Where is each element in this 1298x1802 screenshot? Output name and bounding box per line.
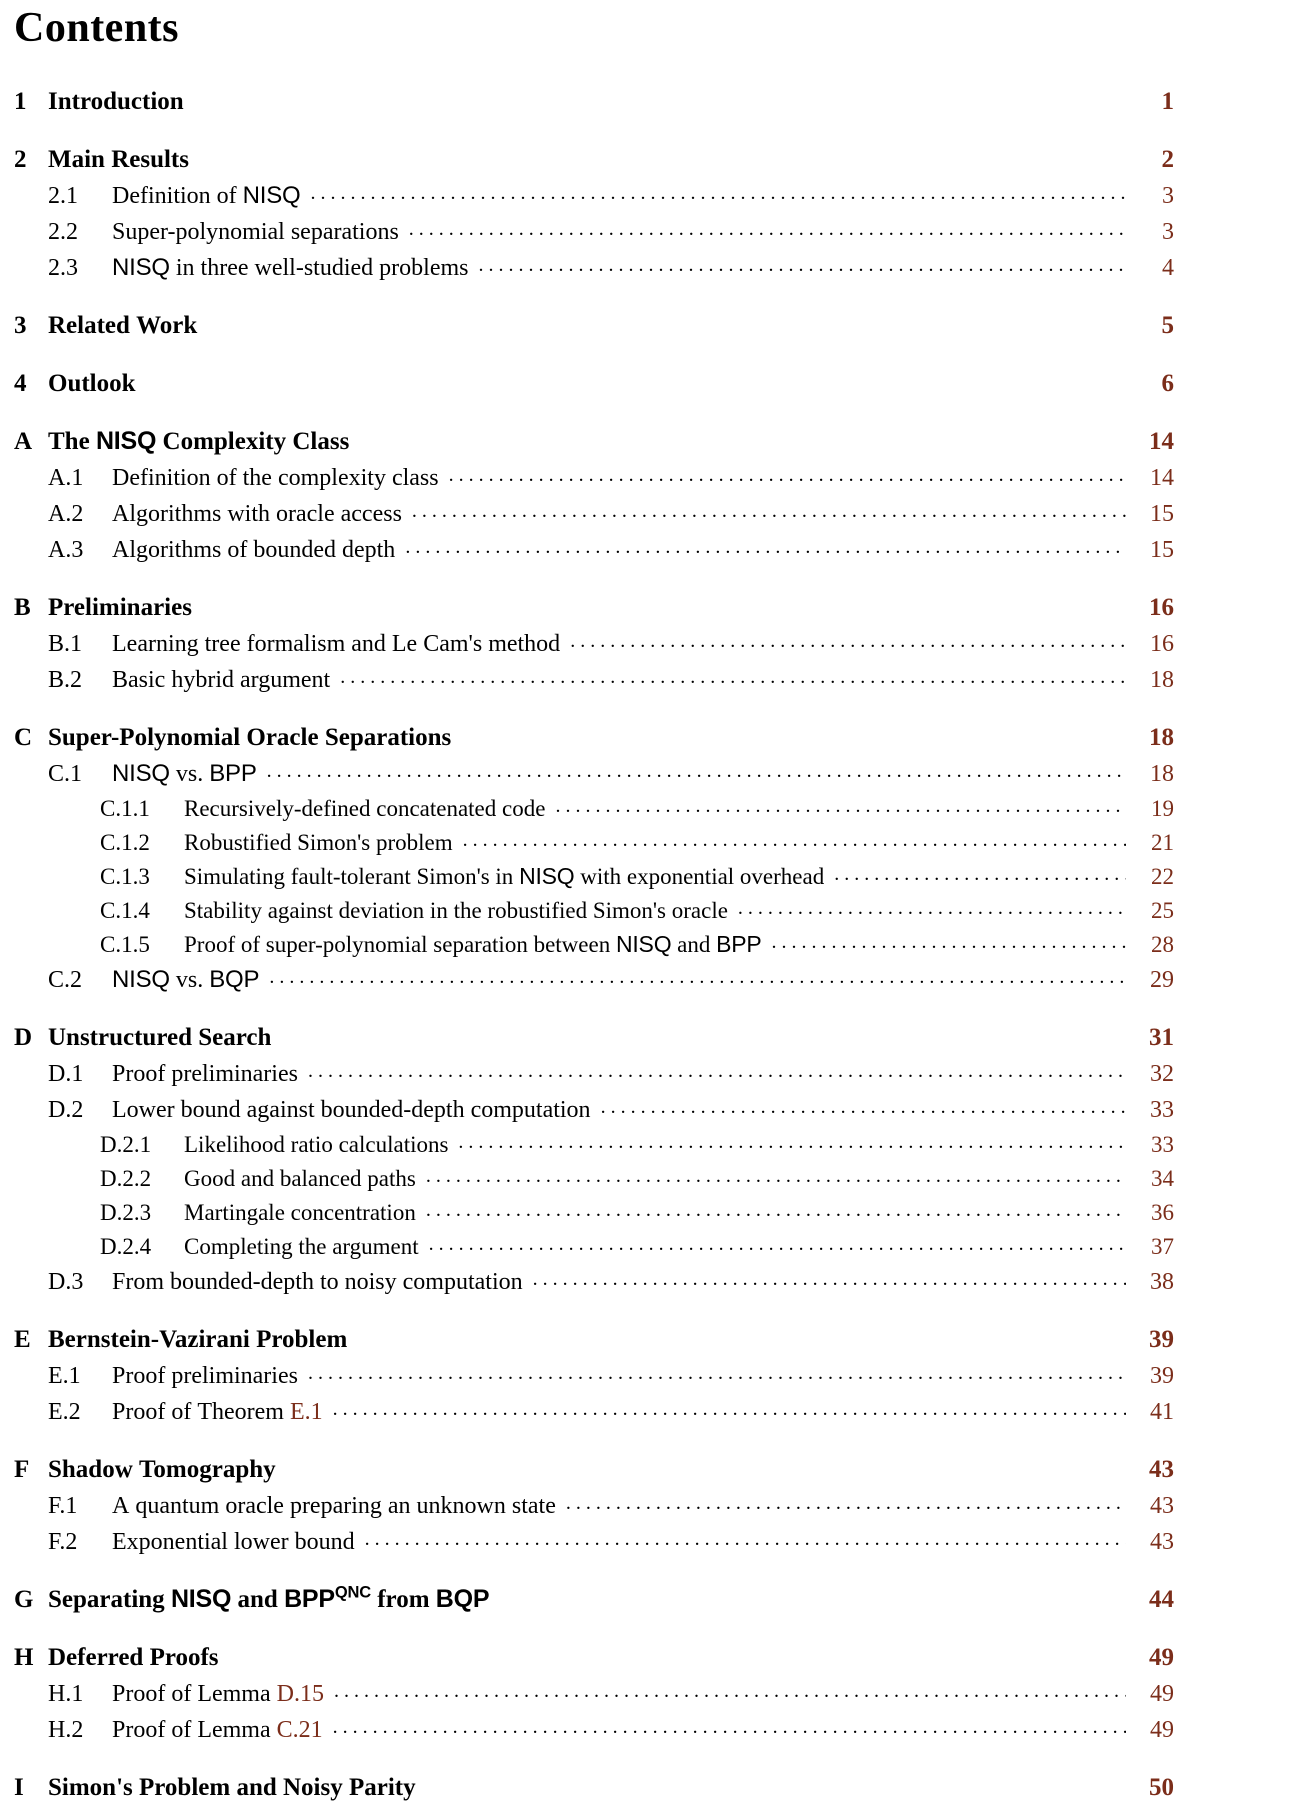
toc-entry-level-2[interactable]	[48, 1525, 1174, 1556]
toc-entry-page-number[interactable]: 2	[1161, 146, 1174, 174]
dot-leader	[570, 627, 1126, 651]
toc-entry-level-2[interactable]	[48, 215, 1174, 246]
complexity-class-name: BQP	[209, 966, 260, 994]
toc-entry-level-2[interactable]	[48, 663, 1174, 694]
dot-leader	[311, 179, 1126, 203]
toc-entry-title: Completing the argument	[184, 1234, 419, 1260]
toc-entry-number: C.1	[48, 761, 83, 788]
toc-entry-title: Introduction	[48, 88, 184, 116]
toc-entry-number: C.1.4	[100, 898, 150, 924]
toc-entry-title: Definition of the complexity class	[112, 465, 439, 492]
toc-entry-level-2[interactable]	[48, 963, 1174, 994]
toc-entry-level-1[interactable]	[14, 1322, 1174, 1354]
toc-entry-page-number[interactable]: 33	[1151, 1132, 1174, 1158]
toc-entry-page-number[interactable]: 25	[1151, 898, 1174, 924]
toc-entry-number: 2.1	[48, 183, 78, 210]
toc-entry-number: D	[14, 1024, 33, 1052]
toc-entry-number: B	[14, 594, 31, 622]
toc-entry-number: H.2	[48, 1717, 84, 1744]
toc-entry-title: Proof preliminaries	[112, 1061, 298, 1088]
toc-entry-page-number[interactable]: 39	[1149, 1326, 1174, 1354]
cross-reference-link[interactable]: C.21	[276, 1717, 323, 1744]
dot-leader	[194, 84, 1126, 109]
toc-entry-number: 2.2	[48, 219, 78, 246]
toc-entry-level-1[interactable]	[14, 1582, 1174, 1614]
toc-entry-level-1[interactable]	[14, 142, 1174, 174]
toc-entry-title: Proof preliminaries	[112, 1363, 298, 1390]
toc-entry-number: E.2	[48, 1399, 81, 1426]
toc-entry-number: 4	[14, 370, 27, 398]
toc-entry-title: Algorithms with oracle access	[112, 501, 402, 528]
toc-entry-page-number[interactable]: 16	[1149, 594, 1174, 622]
toc-entry-title: The NISQ Complexity Class	[48, 427, 350, 456]
toc-entry-title: Separating NISQ and $BPP^{QNC}$ from BQP	[48, 1583, 490, 1614]
toc-entry-page-number[interactable]: 16	[1150, 631, 1174, 658]
dot-leader	[269, 963, 1126, 987]
toc-entry-title: Outlook	[48, 370, 136, 398]
toc-entry-page-number[interactable]: 19	[1151, 796, 1174, 822]
toc-entry-level-1[interactable]	[14, 366, 1174, 398]
toc-entry-number: G	[14, 1586, 34, 1614]
toc-entry-title: Super-Polynomial Oracle Separations	[48, 724, 452, 752]
toc-entry-level-1[interactable]	[14, 720, 1174, 752]
toc-entry-title: Basic hybrid argument	[112, 667, 331, 694]
toc-entry-level-2[interactable]	[48, 1677, 1174, 1708]
toc-entry-level-3[interactable]	[100, 827, 1174, 856]
dot-leader	[207, 308, 1126, 333]
toc-entry-level-3[interactable]	[100, 895, 1174, 924]
toc-entry-number: A.2	[48, 501, 84, 528]
toc-entry-level-1[interactable]	[14, 1020, 1174, 1052]
cross-reference-link[interactable]: E.1	[289, 1399, 323, 1426]
toc-entry-page-number[interactable]: 31	[1149, 1024, 1174, 1052]
toc-entry-level-2[interactable]	[48, 1713, 1174, 1744]
dot-leader	[405, 533, 1126, 557]
toc-entry-page-number[interactable]: 33	[1150, 1097, 1174, 1124]
toc-entry-page-number[interactable]: 43	[1149, 1456, 1174, 1484]
toc-entry-page-number[interactable]: 39	[1150, 1363, 1174, 1390]
complexity-class-name: BPP	[209, 760, 257, 788]
toc-entry-page-number[interactable]: 18	[1150, 761, 1174, 788]
toc-entry-number: B.2	[48, 667, 83, 694]
toc-entry-title: Definition of NISQ	[112, 182, 301, 210]
dot-leader	[555, 793, 1126, 816]
toc-entry-number: C.1.3	[100, 864, 150, 890]
toc-entry-title: Super-polynomial separations	[112, 219, 399, 246]
toc-entry-level-3[interactable]	[100, 1163, 1174, 1192]
toc-entry-number: I	[14, 1774, 24, 1802]
toc-entry-title: Proof of Theorem E.1	[112, 1399, 323, 1426]
toc-entry-number: D.2.2	[100, 1166, 152, 1192]
toc-entry-number: 2	[14, 146, 27, 174]
toc-entry-title: Recursively-defined concatenated code	[184, 796, 546, 822]
toc-entry-level-2[interactable]	[48, 1057, 1174, 1088]
dot-leader	[449, 461, 1126, 485]
toc-entry-title: Related Work	[48, 312, 198, 340]
complexity-class-name: NISQ	[95, 427, 157, 456]
toc-entry-level-3[interactable]	[100, 793, 1174, 822]
dot-leader	[365, 1525, 1126, 1549]
toc-entry-level-2[interactable]	[48, 533, 1174, 564]
toc-entry-level-2[interactable]	[48, 179, 1174, 210]
toc-entry-title: Main Results	[48, 146, 189, 174]
toc-entry-title: Lower bound against bounded-depth computation	[112, 1097, 591, 1124]
complexity-class-name: NISQ	[112, 254, 170, 282]
dot-leader	[478, 251, 1126, 275]
toc-entry-page-number[interactable]: 21	[1151, 830, 1174, 856]
toc-entry-page-number[interactable]: 32	[1150, 1061, 1174, 1088]
toc-entry-page-number[interactable]: 43	[1150, 1493, 1174, 1520]
toc-entry-page-number[interactable]: 1	[1161, 88, 1174, 116]
toc-entry-list	[0, 84, 1298, 1802]
toc-entry-number: H	[14, 1644, 34, 1672]
cross-reference-link[interactable]: D.15	[276, 1681, 324, 1708]
toc-entry-page-number[interactable]: 41	[1150, 1399, 1174, 1426]
dot-leader	[409, 215, 1126, 239]
dot-leader	[458, 1129, 1126, 1152]
dot-leader	[308, 1057, 1126, 1081]
complexity-class-name: NISQ	[112, 966, 170, 994]
toc-entry-number: D.1	[48, 1061, 84, 1088]
dot-leader	[359, 424, 1126, 449]
dot-leader	[286, 1452, 1126, 1477]
toc-entry-number: C.1.2	[100, 830, 150, 856]
toc-entry-level-2[interactable]	[48, 757, 1174, 788]
toc-entry-number: B.1	[48, 631, 83, 658]
toc-entry-title: Proof of Lemma C.21	[112, 1717, 323, 1744]
toc-entry-page-number[interactable]: 50	[1149, 1774, 1174, 1802]
complexity-class-name: $BPP^{QNC}$	[284, 1583, 371, 1614]
dot-leader	[357, 1322, 1126, 1347]
toc-entry-title: Bernstein-Vazirani Problem	[48, 1326, 348, 1354]
toc-entry-number: D.2.4	[100, 1234, 152, 1260]
toc-entry-number: D.2.1	[100, 1132, 152, 1158]
toc-entry-page-number[interactable]: 6	[1161, 370, 1174, 398]
toc-entry-title: Proof of super-polynomial separation between NISQ and BPP	[184, 931, 762, 958]
dot-leader	[426, 1163, 1126, 1186]
toc-entry-page-number[interactable]: 34	[1151, 1166, 1174, 1192]
toc-entry-page-number[interactable]: 36	[1151, 1200, 1174, 1226]
toc-entry-title: Martingale concentration	[184, 1200, 416, 1226]
toc-entry-page-number[interactable]: 15	[1150, 501, 1174, 528]
toc-entry-page-number[interactable]: 43	[1150, 1529, 1174, 1556]
toc-entry-level-2[interactable]	[48, 1395, 1174, 1426]
toc-entry-level-3[interactable]	[100, 929, 1174, 958]
toc-entry-level-1[interactable]	[14, 1770, 1174, 1802]
toc-entry-page-number[interactable]: 18	[1149, 724, 1174, 752]
dot-leader	[146, 366, 1126, 391]
toc-entry-title: Stability against deviation in the robustified Simon's oracle	[184, 898, 728, 924]
toc-entry-title: Exponential lower bound	[112, 1529, 355, 1556]
dot-leader	[412, 497, 1126, 521]
toc-entry-page-number[interactable]: 28	[1151, 932, 1174, 958]
toc-entry-level-3[interactable]	[100, 1129, 1174, 1158]
dot-leader	[267, 757, 1126, 781]
toc-entry-level-2[interactable]	[48, 1359, 1174, 1390]
toc-entry-number: D.3	[48, 1269, 84, 1296]
complexity-class-name: NISQ	[242, 182, 301, 210]
toc-entry-level-1[interactable]	[14, 424, 1174, 456]
toc-entry-number: E.1	[48, 1363, 81, 1390]
toc-entry-title: Algorithms of bounded depth	[112, 537, 396, 564]
toc-entry-level-2[interactable]	[48, 251, 1174, 282]
toc-entry-level-2[interactable]	[48, 1093, 1174, 1124]
dot-leader	[202, 590, 1126, 615]
toc-entry-number: F	[14, 1456, 30, 1484]
toc-entry-title: Unstructured Search	[48, 1024, 272, 1052]
toc-entry-title: Learning tree formalism and Le Cam's method	[112, 631, 561, 658]
toc-entry-title: Good and balanced paths	[184, 1166, 416, 1192]
toc-entry-number: E	[14, 1326, 31, 1354]
superscript-label: QNC	[334, 1583, 371, 1602]
toc-entry-number: A.1	[48, 465, 84, 492]
toc-entry-number: D.2.3	[100, 1200, 152, 1226]
complexity-class-name: BQP	[435, 1585, 490, 1614]
complexity-class-name: NISQ	[519, 863, 575, 890]
dot-leader	[499, 1582, 1126, 1607]
toc-entry-number: C.1.1	[100, 796, 150, 822]
toc-entry-level-2[interactable]	[48, 627, 1174, 658]
toc-entry-page-number[interactable]: 3	[1162, 183, 1174, 210]
toc-entry-page-number[interactable]: 22	[1151, 864, 1174, 890]
toc-entry-level-1[interactable]	[14, 84, 1174, 116]
toc-entry-level-1[interactable]	[14, 590, 1174, 622]
toc-entry-number: F.1	[48, 1493, 78, 1520]
dot-leader	[199, 142, 1126, 167]
dot-leader	[738, 895, 1126, 918]
dot-leader	[834, 861, 1126, 884]
toc-entry-page-number[interactable]: 14	[1149, 428, 1174, 456]
dot-leader	[334, 1677, 1126, 1701]
toc-entry-number: F.2	[48, 1529, 78, 1556]
toc-entry-title: From bounded-depth to noisy computation	[112, 1269, 523, 1296]
toc-entry-title: Deferred Proofs	[48, 1644, 219, 1672]
toc-entry-number: C.2	[48, 967, 83, 994]
page-title: Contents	[14, 5, 180, 51]
toc-entry-page-number[interactable]: 3	[1162, 219, 1174, 246]
toc-entry-number: A	[14, 428, 33, 456]
toc-entry-page-number[interactable]: 49	[1149, 1644, 1174, 1672]
complexity-class-name: NISQ	[615, 931, 672, 958]
toc-entry-page-number[interactable]: 5	[1161, 312, 1174, 340]
toc-entry-page-number[interactable]: 4	[1162, 255, 1174, 282]
toc-entry-number: 2.3	[48, 255, 78, 282]
toc-entry-level-2[interactable]	[48, 461, 1174, 492]
toc-entry-level-2[interactable]	[48, 497, 1174, 528]
toc-entry-page-number[interactable]: 38	[1150, 1269, 1174, 1296]
dot-leader	[426, 1770, 1126, 1795]
toc-entry-level-3[interactable]	[100, 1197, 1174, 1226]
dot-leader	[229, 1640, 1126, 1665]
dot-leader	[281, 1020, 1126, 1045]
toc-entry-number: C	[14, 724, 33, 752]
toc-entry-level-2[interactable]	[48, 1489, 1174, 1520]
dot-leader	[340, 663, 1126, 687]
dot-leader	[772, 929, 1126, 952]
dot-leader	[533, 1265, 1126, 1289]
toc-entry-number: 3	[14, 312, 27, 340]
dot-leader	[461, 720, 1126, 745]
toc-entry-number: D.2	[48, 1097, 84, 1124]
toc-entry-page-number[interactable]: 44	[1149, 1586, 1174, 1614]
toc-entry-title: A quantum oracle preparing an unknown state	[112, 1493, 556, 1520]
toc-entry-title: Shadow Tomography	[48, 1456, 276, 1484]
toc-entry-level-2[interactable]	[48, 1265, 1174, 1296]
dot-leader	[429, 1231, 1126, 1254]
toc-entry-number: H.1	[48, 1681, 84, 1708]
dot-leader	[566, 1489, 1126, 1513]
toc-entry-page-number[interactable]: 37	[1151, 1234, 1174, 1260]
toc-entry-number: A.3	[48, 537, 84, 564]
dot-leader	[308, 1359, 1126, 1383]
complexity-class-name: BPP	[716, 931, 762, 958]
toc-entry-level-1[interactable]	[14, 308, 1174, 340]
toc-entry-title: NISQ vs. BQP	[112, 966, 260, 994]
toc-entry-level-3[interactable]	[100, 1231, 1174, 1260]
toc-entry-title: Likelihood ratio calculations	[184, 1132, 449, 1158]
toc-entry-title: Preliminaries	[48, 594, 192, 622]
toc-entry-title: Simulating fault-tolerant Simon's in NISQ with exponential overhead	[184, 863, 825, 890]
toc-entry-page-number[interactable]: 49	[1150, 1681, 1174, 1708]
toc-entry-title: NISQ in three well-studied problems	[112, 254, 469, 282]
toc-entry-number: 1	[14, 88, 27, 116]
toc-entry-number: C.1.5	[100, 932, 150, 958]
toc-entry-page-number[interactable]: 14	[1150, 465, 1174, 492]
toc-entry-title: Robustified Simon's problem	[184, 830, 453, 856]
dot-leader	[463, 827, 1126, 850]
dot-leader	[601, 1093, 1126, 1117]
toc-entry-level-1[interactable]	[14, 1452, 1174, 1484]
toc-entry-title: Proof of Lemma D.15	[112, 1681, 324, 1708]
toc-entry-page-number[interactable]: 29	[1150, 967, 1174, 994]
toc-entry-title: Simon's Problem and Noisy Parity	[48, 1774, 416, 1802]
toc-entry-title: NISQ vs. BPP	[112, 760, 257, 788]
toc-entry-level-1[interactable]	[14, 1640, 1174, 1672]
dot-leader	[426, 1197, 1126, 1220]
complexity-class-name: NISQ	[112, 760, 170, 788]
toc-entry-level-3[interactable]	[100, 861, 1174, 890]
toc-entry-page-number[interactable]: 15	[1150, 537, 1174, 564]
toc-entry-page-number[interactable]: 49	[1150, 1717, 1174, 1744]
dot-leader	[333, 1395, 1126, 1419]
toc-entry-page-number[interactable]: 18	[1150, 667, 1174, 694]
complexity-class-name: NISQ	[170, 1585, 232, 1614]
dot-leader	[333, 1713, 1126, 1737]
